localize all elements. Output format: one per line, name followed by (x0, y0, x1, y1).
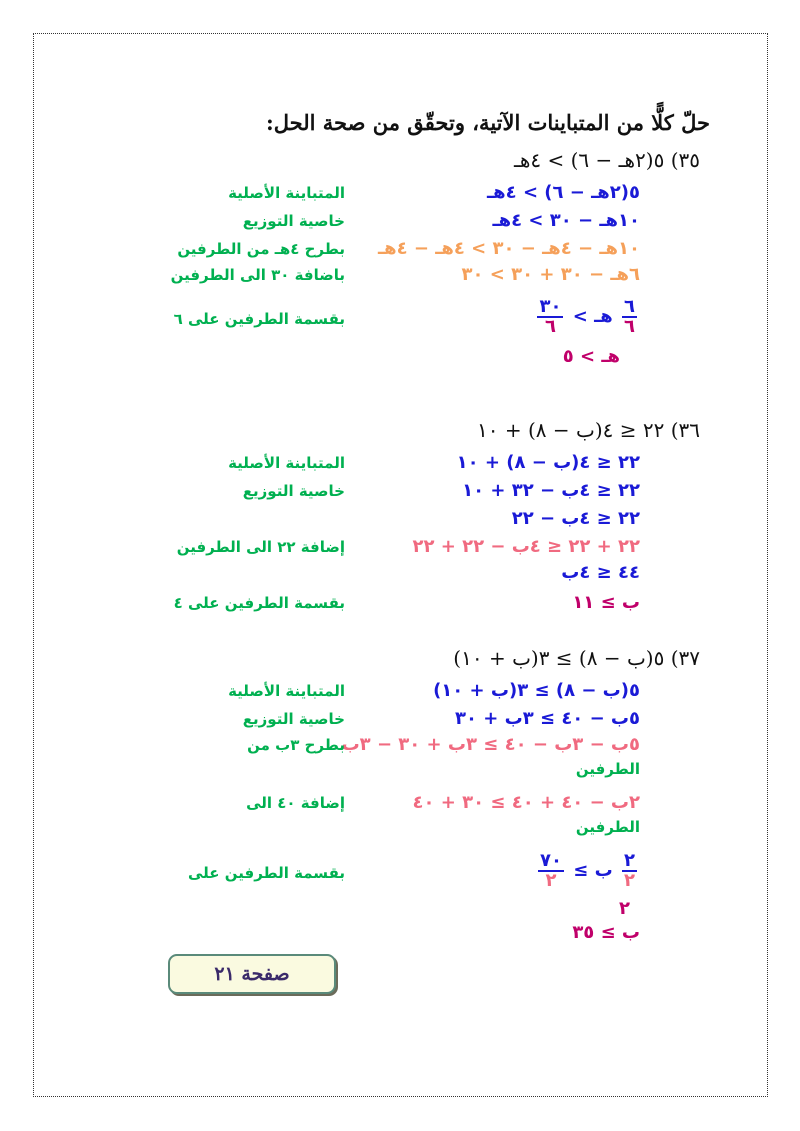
p35-step-5 (534, 298, 640, 336)
p37-frac-right: $\frac{٧٠}{٢}$ (540, 850, 562, 891)
p35-label-4: باضافة ٣٠ الى الطرفين (170, 266, 345, 284)
problem-37-heading: ٣٧) ٥(ب − ٨) ≥ ٣(ب + ١٠) (453, 646, 700, 670)
page-border (33, 33, 768, 1097)
p36-label-1: المتباينة الأصلية (228, 454, 345, 472)
p37-label-4: إضافة ٤٠ الى (246, 794, 345, 812)
p35-label-2: خاصية التوزيع (242, 212, 345, 230)
p37-step-3: ٥ب − ٣ب − ٤٠ ≥ ٣ب + ٣٠ − ٣ب (341, 734, 640, 755)
p36-step-3: ٢٢ ≤ ٤ب − ٢٢ (511, 508, 640, 529)
p37-label-5-cont: ٢ (619, 898, 630, 919)
p35-frac-right: $\frac{٣٠}{٦}$ (539, 296, 562, 337)
p37-label-3-cont: الطرفين (575, 760, 640, 778)
p37-label-3: بطرح ٣ب من (247, 736, 345, 754)
p36-step-5: ٤٤ ≤ ٤ب (561, 562, 640, 583)
page-number-badge: صفحة ٢١ (168, 954, 336, 994)
p35-step-4: ٦هـ − ٣٠ + ٣٠ > ٣٠ (461, 264, 640, 285)
p35-label-3: بطرح ٤هـ من الطرفين (177, 240, 345, 258)
page-title: حلّ كلًّا من المتباينات الآتية، وتحقّق من صحة الحل: (266, 110, 710, 135)
p35-frac-left: $\frac{٦}{٦}$ (624, 296, 635, 337)
p37-step-5 (535, 852, 640, 890)
p36-label-6: بقسمة الطرفين على ٤ (173, 594, 345, 612)
p35-step-3: ١٠هـ − ٤هـ − ٣٠ > ٤هـ − ٤هـ (378, 238, 640, 259)
p37-frac-left: $\frac{٢}{٢}$ (624, 850, 635, 891)
p35-step-2: ١٠هـ − ٣٠ > ٤هـ (492, 210, 640, 231)
p37-label-5: بقسمة الطرفين على (188, 864, 345, 882)
p36-result: ب ≥ ١١ (572, 592, 640, 613)
p37-result: ب ≥ ٣٥ (572, 922, 640, 943)
p37-label-2: خاصية التوزيع (242, 710, 345, 728)
p36-step-4: ٢٢ + ٢٢ ≤ ٤ب − ٢٢ + ٢٢ (412, 536, 640, 557)
p37-label-4-cont: الطرفين (575, 818, 640, 836)
p35-frac-middle: هـ > (572, 306, 613, 327)
p36-label-4: إضافة ٢٢ الى الطرفين (176, 538, 345, 556)
p36-step-1: ٢٢ ≤ ٤(ب − ٨) + ١٠ (456, 452, 640, 473)
p37-step-1: ٥(ب − ٨) ≥ ٣(ب + ١٠) (433, 680, 640, 701)
problem-36-heading: ٣٦) ٢٢ ≤ ٤(ب − ٨) + ١٠ (477, 418, 700, 442)
problem-35-heading: ٣٥) ٥(٢هـ − ٦) > ٤هـ (513, 148, 700, 172)
p35-result: هـ > ٥ (562, 346, 620, 367)
p37-label-1: المتباينة الأصلية (228, 682, 345, 700)
p35-step-1: ٥(٢هـ − ٦) > ٤هـ (487, 182, 640, 203)
p37-step-2: ٥ب − ٤٠ ≥ ٣ب + ٣٠ (455, 708, 640, 729)
p35-label-5: بقسمة الطرفين على ٦ (173, 310, 345, 328)
p36-step-2: ٢٢ ≤ ٤ب − ٣٢ + ١٠ (462, 480, 640, 501)
p37-step-4: ٢ب − ٤٠ + ٤٠ ≥ ٣٠ + ٤٠ (412, 792, 640, 813)
p35-label-1: المتباينة الأصلية (228, 184, 345, 202)
p36-label-2: خاصية التوزيع (242, 482, 345, 500)
p37-frac-middle: ب ≥ (573, 860, 613, 881)
